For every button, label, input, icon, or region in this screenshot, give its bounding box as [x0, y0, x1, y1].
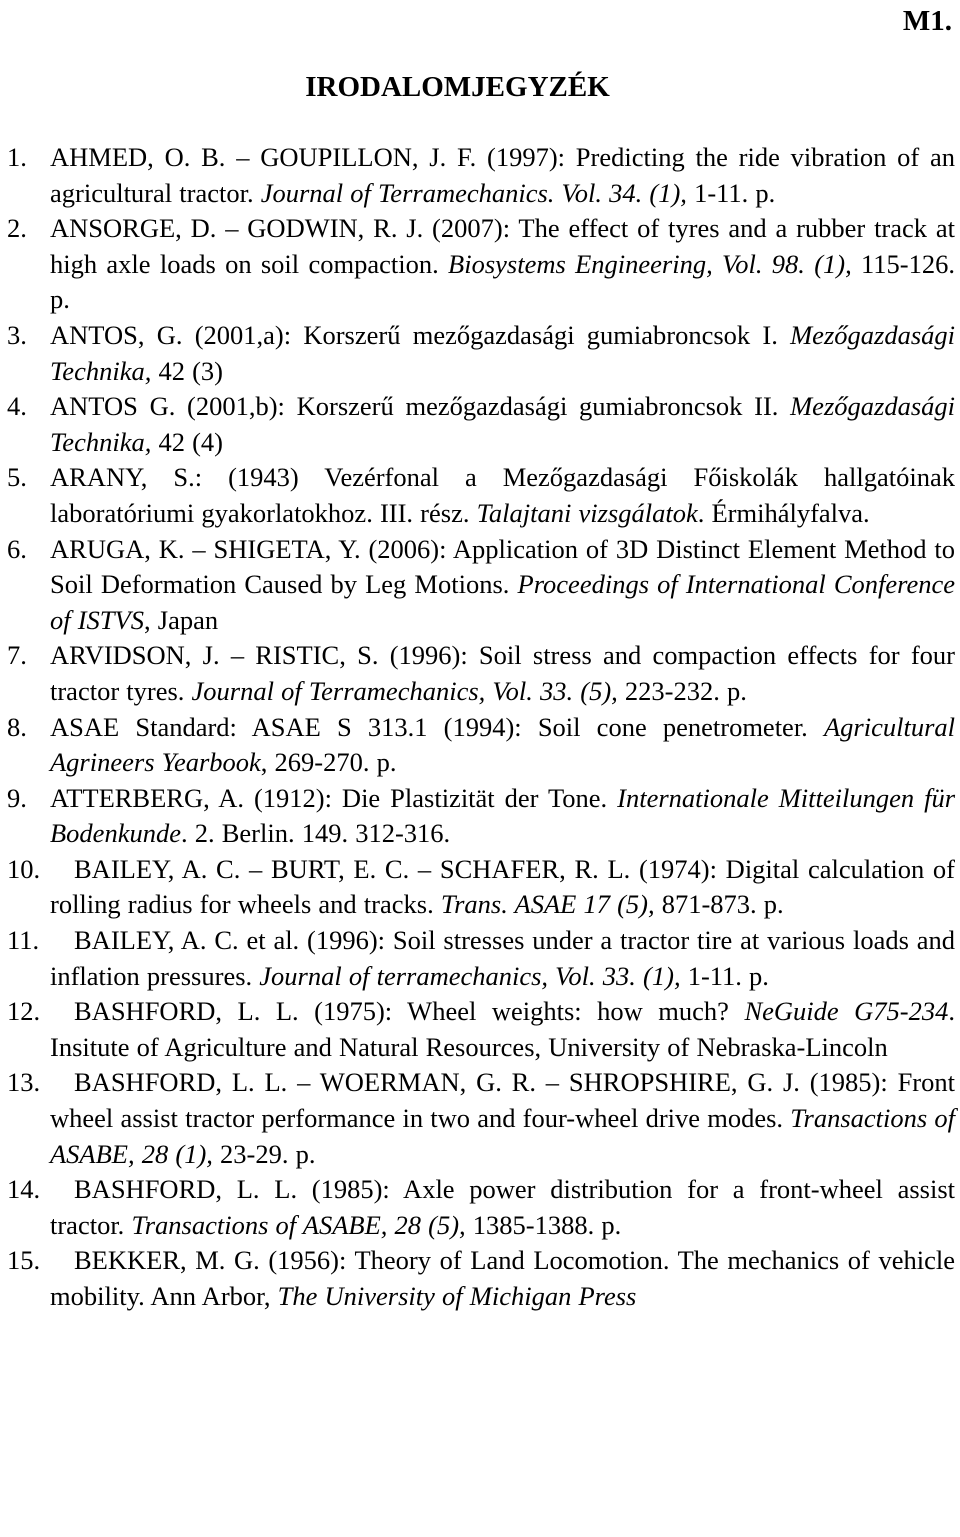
reference-item — [7, 710, 955, 781]
reference-item — [7, 852, 955, 923]
reference-text: 42 (3) — [151, 355, 223, 386]
reference-text: BASHFORD, L. L. (1975): Wheel weights: how much? — [74, 996, 745, 1027]
reference-number: 10. — [7, 853, 41, 884]
reference-text: ANTOS G. (2001,b): Korszerű mezőgazdasági gumiabroncsok II. — [50, 391, 791, 422]
reference-source: Talajtani vizsgálatok — [476, 497, 698, 528]
reference-source: Internationale Mitteilungen für Bodenkunde — [50, 782, 956, 849]
reference-text: BAILEY, A. C. et al. (1996): Soil stresses under a tractor tire at various loads and inflation pressures. — [50, 925, 955, 991]
reference-source: Mezőgazdasági Technika, — [50, 319, 955, 386]
reference-number: 4. — [7, 391, 27, 422]
reference-text: 1-11. p. — [686, 177, 776, 208]
reference-source: Agricultural Agrineers Yearbook — [50, 711, 955, 778]
reference-text: ARANY, S.: (1943) Vezérfonal a Mezőgazdasági Főiskolák hallgatóinak laboratóriumi gyakorlatokhoz. III. rész. — [50, 462, 955, 528]
reference-text: 871-873. p. — [654, 889, 784, 920]
reference-item — [7, 389, 955, 460]
reference-number: 1. — [7, 142, 27, 172]
reference-item — [7, 140, 955, 211]
reference-text: 115-126. p. — [50, 248, 955, 315]
reference-text: BAILEY, A. C. – BURT, E. C. – SCHAFER, R. L. (1974): Digital calculation of rolling radius for wheels and tracks. — [50, 853, 955, 920]
reference-source: Journal of Terramechanics. Vol. 34. (1), — [260, 177, 687, 208]
reference-number: 6. — [7, 533, 27, 564]
reference-text: , 269-270. p. — [260, 747, 397, 778]
reference-item — [7, 638, 955, 709]
reference-number: 12. — [7, 996, 41, 1027]
reference-number: 13. — [7, 1067, 41, 1098]
reference-text: AHMED, O. B. – GOUPILLON, J. F. (1997): Predicting the ride vibration of an agricultural tractor. — [50, 142, 955, 208]
reference-source: Biosystems Engineering, Vol. 98. (1), — [448, 248, 852, 279]
reference-text: BEKKER, M. G. (1956): Theory of Land Locomotion. The mechanics of vehicle mobility. Ann Arbor, — [50, 1245, 955, 1311]
reference-number: 2. — [7, 213, 27, 244]
reference-source: Transactions of ASABE, 28 (5), — [131, 1209, 466, 1240]
reference-item — [7, 318, 955, 389]
reference-text: 23-29. p. — [212, 1138, 316, 1169]
reference-number: 9. — [7, 782, 27, 813]
reference-text: BASHFORD, L. L. (1985): Axle power distribution for a front-wheel assist tractor. — [50, 1174, 955, 1240]
reference-source: Journal of Terramechanics, Vol. 33. (5), — [191, 675, 618, 706]
reference-text: . 2. Berlin. 149. 312-316. — [180, 818, 451, 849]
reference-item — [7, 923, 955, 994]
reference-source: Mezőgazdasági Technika, — [50, 391, 955, 457]
reference-text: ARUGA, K. – SHIGETA, Y. (2006): Application of 3D Distinct Element Method to Soil Deformation Caused by Leg Motions. — [50, 533, 955, 600]
page-id: M1. — [902, 5, 952, 37]
reference-item — [7, 994, 955, 1065]
reference-number: 3. — [7, 319, 27, 350]
reference-number: 14. — [7, 1174, 41, 1205]
reference-text: ANSORGE, D. – GODWIN, R. J. (2007): The effect of tyres and a rubber track at high axle loads on soil compaction. — [50, 213, 955, 279]
reference-text: ATTERBERG, A. (1912): Die Plastizität der Tone. — [50, 782, 618, 813]
reference-item — [7, 1243, 955, 1314]
reference-number: 11. — [7, 925, 40, 956]
reference-item — [7, 211, 955, 318]
reference-text: . Insitute of Agriculture and Natural Resources, University of Nebraska-Lincoln — [50, 996, 955, 1062]
reference-number: 5. — [7, 462, 27, 493]
reference-number: 8. — [7, 711, 27, 742]
reference-text: 1-11. p. — [680, 960, 769, 991]
reference-text: 1385-1388. p. — [465, 1209, 622, 1240]
reference-list — [7, 140, 955, 1315]
reference-source: Proceedings of International Conference of ISTVS — [50, 569, 955, 635]
reference-text: BASHFORD, L. L. – WOERMAN, G. R. – SHROPSHIRE, G. J. (1985): Front wheel assist tractor performance in two and four-wheel drive modes. — [50, 1067, 955, 1134]
reference-text: . Érmihályfalva. — [697, 497, 870, 528]
reference-item — [7, 460, 955, 531]
reference-text: , Japan — [144, 604, 219, 635]
reference-item — [7, 1065, 955, 1172]
reference-number: 7. — [7, 640, 27, 671]
reference-text: ANTOS, G. (2001,a): Korszerű mezőgazdasági gumiabroncsok I. — [50, 319, 791, 350]
reference-item — [7, 781, 955, 852]
reference-source: Trans. ASAE 17 (5), — [440, 889, 655, 920]
reference-source: Transactions of ASABE, 28 (1), — [50, 1103, 955, 1169]
reference-source: The University of Michigan Press — [277, 1281, 637, 1311]
reference-text: ASAE Standard: ASAE S 313.1 (1994): Soil cone penetrometer. — [50, 711, 824, 742]
reference-item — [7, 532, 955, 639]
reference-text: ARVIDSON, J. – RISTIC, S. (1996): Soil stress and compaction effects for four tractor tyres. — [50, 640, 955, 706]
page-title: IRODALOMJEGYZÉK — [305, 71, 610, 103]
reference-source: NeGuide G75-234 — [744, 996, 949, 1027]
reference-text: 42 (4) — [151, 426, 223, 457]
reference-source: Journal of terramechanics, Vol. 33. (1), — [259, 960, 681, 991]
reference-number: 15. — [7, 1245, 41, 1276]
reference-item — [7, 1172, 955, 1243]
reference-text: 223-232. p. — [617, 675, 747, 706]
